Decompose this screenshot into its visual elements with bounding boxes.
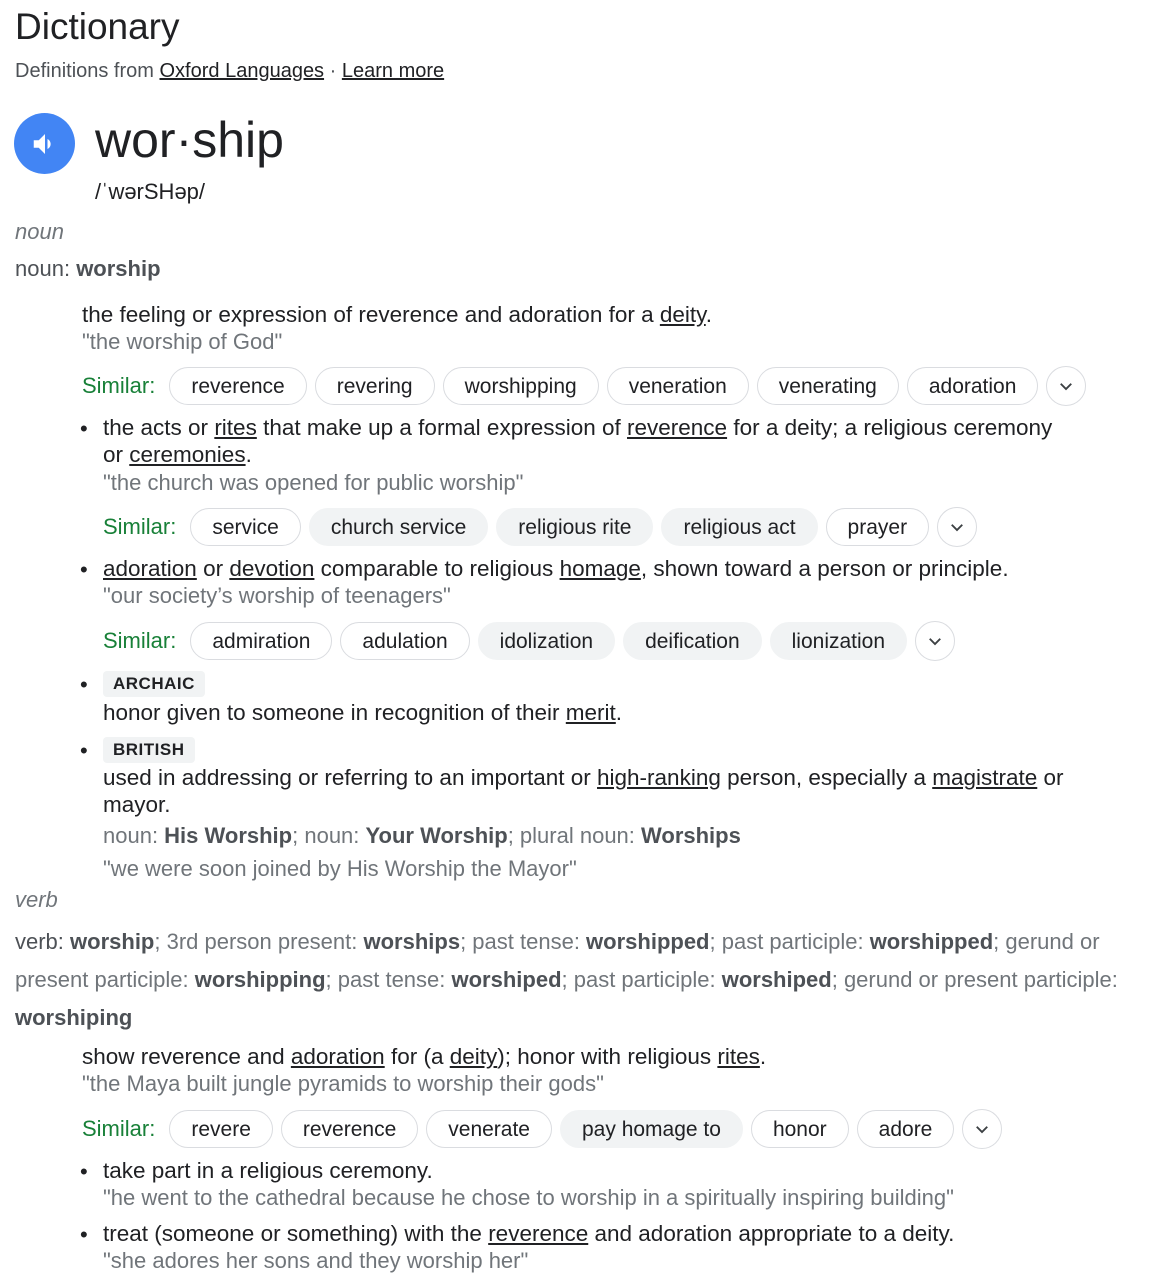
chevron-down-icon bbox=[1057, 377, 1075, 395]
noun-form-label: noun: bbox=[15, 256, 71, 281]
noun-sense-5-def-cont: mayor. bbox=[103, 792, 171, 817]
noun-sense-5-example: "we were soon joined by His Worship the Mayor" bbox=[103, 856, 577, 881]
def-text: the acts or bbox=[103, 415, 215, 440]
noun-sense-3-example: "our society’s worship of teenagers" bbox=[103, 583, 451, 608]
verb-sense-1-example: "the Maya built jungle pyramids to worship their gods" bbox=[82, 1071, 604, 1096]
similar-chip[interactable]: adoration bbox=[907, 367, 1039, 405]
source-line bbox=[15, 60, 444, 83]
oxford-languages-link[interactable]: Oxford Languages bbox=[159, 60, 325, 82]
similar-label: Similar: bbox=[82, 1116, 156, 1141]
noun-forms bbox=[15, 256, 1125, 282]
def-text: or bbox=[103, 442, 130, 467]
devotion-link[interactable]: devotion bbox=[229, 556, 315, 581]
similar-chip[interactable]: reverence bbox=[281, 1110, 418, 1148]
form-label: ; past participle: bbox=[709, 929, 870, 954]
pos-noun: noun bbox=[15, 219, 64, 244]
pos-verb: verb bbox=[15, 887, 58, 912]
homage-link[interactable]: homage bbox=[559, 556, 641, 581]
form-label: verb: bbox=[15, 929, 71, 954]
similar-chip[interactable]: revere bbox=[169, 1110, 273, 1148]
similar-label: Similar: bbox=[103, 514, 177, 539]
verb-sense-3-def bbox=[103, 1221, 954, 1247]
form-label: ; 3rd person present: bbox=[154, 929, 364, 954]
deity-link[interactable]: deity bbox=[659, 302, 706, 327]
similar-chip[interactable]: admiration bbox=[190, 622, 332, 660]
similar-chip[interactable]: service bbox=[190, 508, 301, 546]
british-badge: BRITISH bbox=[103, 737, 195, 763]
noun-sense-2-example: "the church was opened for public worship" bbox=[103, 470, 524, 495]
verb-sense-1-def bbox=[82, 1044, 766, 1070]
form-value: worships bbox=[363, 929, 461, 954]
similar-chip[interactable]: religious act bbox=[661, 508, 817, 546]
similar-chip[interactable]: revering bbox=[315, 367, 435, 405]
chevron-down-icon bbox=[926, 632, 944, 650]
similar-chip[interactable]: worshipping bbox=[443, 367, 599, 405]
similar-chip[interactable]: reverence bbox=[169, 367, 306, 405]
similar-chip[interactable]: church service bbox=[309, 508, 488, 546]
form-label: ; gerund or present participle: bbox=[831, 967, 1118, 992]
similar-chip[interactable]: deification bbox=[623, 622, 762, 660]
def-text: . bbox=[615, 700, 623, 725]
def-text: , shown toward a person or principle. bbox=[640, 556, 1009, 581]
grammar-value: Your Worship bbox=[365, 823, 508, 848]
def-text: ); honor with religious bbox=[497, 1044, 718, 1069]
pronunciation-speaker-button[interactable] bbox=[14, 113, 75, 174]
noun-sense-2-similar bbox=[103, 507, 977, 547]
merit-link[interactable]: merit bbox=[565, 700, 616, 725]
similar-chip[interactable]: honor bbox=[751, 1110, 849, 1148]
expand-similar-button[interactable] bbox=[1046, 366, 1086, 406]
form-label: ; gerund or present participle: bbox=[15, 929, 1100, 992]
chevron-down-icon bbox=[948, 518, 966, 536]
form-value: worshipped bbox=[586, 929, 710, 954]
noun-sense-5-grammar bbox=[103, 823, 741, 849]
form-label: ; past tense: bbox=[325, 967, 452, 992]
bullet: • bbox=[80, 1159, 88, 1184]
reverence-link[interactable]: reverence bbox=[488, 1221, 589, 1246]
def-text: that make up a formal expression of bbox=[256, 415, 628, 440]
noun-sense-1-def bbox=[82, 302, 712, 328]
chevron-down-icon bbox=[973, 1120, 991, 1138]
noun-form-word: worship bbox=[76, 256, 161, 281]
verb-forms bbox=[15, 923, 1125, 1037]
noun-sense-4-def bbox=[103, 700, 622, 726]
similar-chip[interactable]: lionization bbox=[770, 622, 907, 660]
form-value: worshiped bbox=[721, 967, 832, 992]
source-prefix: Definitions from bbox=[15, 60, 154, 82]
def-text: and adoration appropriate to a deity. bbox=[588, 1221, 955, 1246]
phonetic: /ˈwərSHəp/ bbox=[95, 179, 206, 204]
noun-sense-1-similar bbox=[82, 366, 1086, 406]
noun-sense-2-def bbox=[103, 415, 1052, 441]
def-text: for (a bbox=[384, 1044, 450, 1069]
deity-link[interactable]: deity bbox=[449, 1044, 498, 1069]
dictionary-title: Dictionary bbox=[15, 6, 180, 47]
def-text: or bbox=[1037, 765, 1064, 790]
ceremonies-link[interactable]: ceremonies bbox=[129, 442, 246, 467]
grammar-label: noun: bbox=[103, 823, 165, 848]
grammar-value: His Worship bbox=[164, 823, 293, 848]
reverence-link[interactable]: reverence bbox=[627, 415, 728, 440]
similar-chip[interactable]: adore bbox=[857, 1110, 955, 1148]
verb-sense-1-similar bbox=[82, 1109, 1002, 1149]
noun-sense-2-def-cont bbox=[103, 442, 252, 468]
similar-chip[interactable]: idolization bbox=[478, 622, 615, 660]
def-text: honor given to someone in recognition of their bbox=[103, 700, 566, 725]
adoration-link[interactable]: adoration bbox=[103, 556, 197, 581]
def-text: show reverence and bbox=[82, 1044, 291, 1069]
def-text: treat (someone or something) with the bbox=[103, 1221, 489, 1246]
high-ranking-link[interactable]: high-ranking bbox=[597, 765, 721, 790]
expand-similar-button[interactable] bbox=[915, 621, 955, 661]
similar-chip[interactable]: veneration bbox=[607, 367, 749, 405]
speaker-icon bbox=[30, 129, 60, 159]
similar-label: Similar: bbox=[82, 373, 156, 398]
similar-chip[interactable]: pay homage to bbox=[560, 1110, 743, 1148]
adoration-link[interactable]: adoration bbox=[290, 1044, 385, 1069]
form-label: ; past tense: bbox=[460, 929, 587, 954]
def-text: or bbox=[196, 556, 230, 581]
form-value: worshiping bbox=[15, 1005, 133, 1030]
def-text: used in addressing or referring to an important or bbox=[103, 765, 598, 790]
def-text: for a deity; a religious ceremony bbox=[727, 415, 1053, 440]
noun-sense-1-example: "the worship of God" bbox=[82, 329, 283, 354]
def-text: comparable to religious bbox=[314, 556, 560, 581]
form-label: ; past participle: bbox=[561, 967, 722, 992]
magistrate-link[interactable]: magistrate bbox=[932, 765, 1038, 790]
expand-similar-button[interactable] bbox=[962, 1109, 1002, 1149]
rites-link[interactable]: rites bbox=[214, 415, 257, 440]
noun-sense-5-def bbox=[103, 765, 1064, 791]
def-text: . bbox=[245, 442, 252, 467]
headword: wor·ship bbox=[95, 112, 284, 168]
similar-chip[interactable]: religious rite bbox=[496, 508, 653, 546]
expand-similar-button[interactable] bbox=[937, 507, 977, 547]
grammar-value: Worships bbox=[641, 823, 741, 848]
def-text: . bbox=[705, 302, 712, 327]
verb-sense-2-example: "he went to the cathedral because he chose to worship in a spiritually inspiring building" bbox=[103, 1185, 954, 1210]
similar-chip[interactable]: prayer bbox=[826, 508, 930, 546]
separator: · bbox=[329, 60, 337, 82]
verb-sense-3-example: "she adores her sons and they worship her" bbox=[103, 1248, 529, 1273]
grammar-label: ; noun: bbox=[292, 823, 366, 848]
similar-label: Similar: bbox=[103, 628, 177, 653]
verb-sense-2-def: take part in a religious ceremony. bbox=[103, 1158, 433, 1183]
noun-sense-3-similar bbox=[103, 621, 955, 661]
similar-chip[interactable]: venerate bbox=[426, 1110, 552, 1148]
form-value: worship bbox=[70, 929, 155, 954]
bullet: • bbox=[80, 672, 88, 697]
archaic-badge: ARCHAIC bbox=[103, 671, 205, 697]
bullet: • bbox=[80, 416, 88, 441]
grammar-label: ; plural noun: bbox=[507, 823, 642, 848]
learn-more-link[interactable]: Learn more bbox=[341, 60, 445, 82]
def-text: . bbox=[759, 1044, 767, 1069]
similar-chip[interactable]: venerating bbox=[757, 367, 899, 405]
form-value: worshipped bbox=[869, 929, 994, 954]
form-value: worshipping bbox=[194, 967, 326, 992]
noun-sense-3-def bbox=[103, 556, 1009, 582]
similar-chip[interactable]: adulation bbox=[340, 622, 469, 660]
bullet: • bbox=[80, 738, 88, 763]
bullet: • bbox=[80, 1222, 88, 1247]
bullet: • bbox=[80, 557, 88, 582]
def-text: person, especially a bbox=[720, 765, 933, 790]
form-value: worshiped bbox=[451, 967, 562, 992]
def-text: the feeling or expression of reverence and adoration for a bbox=[82, 302, 660, 327]
rites-link[interactable]: rites bbox=[717, 1044, 760, 1069]
